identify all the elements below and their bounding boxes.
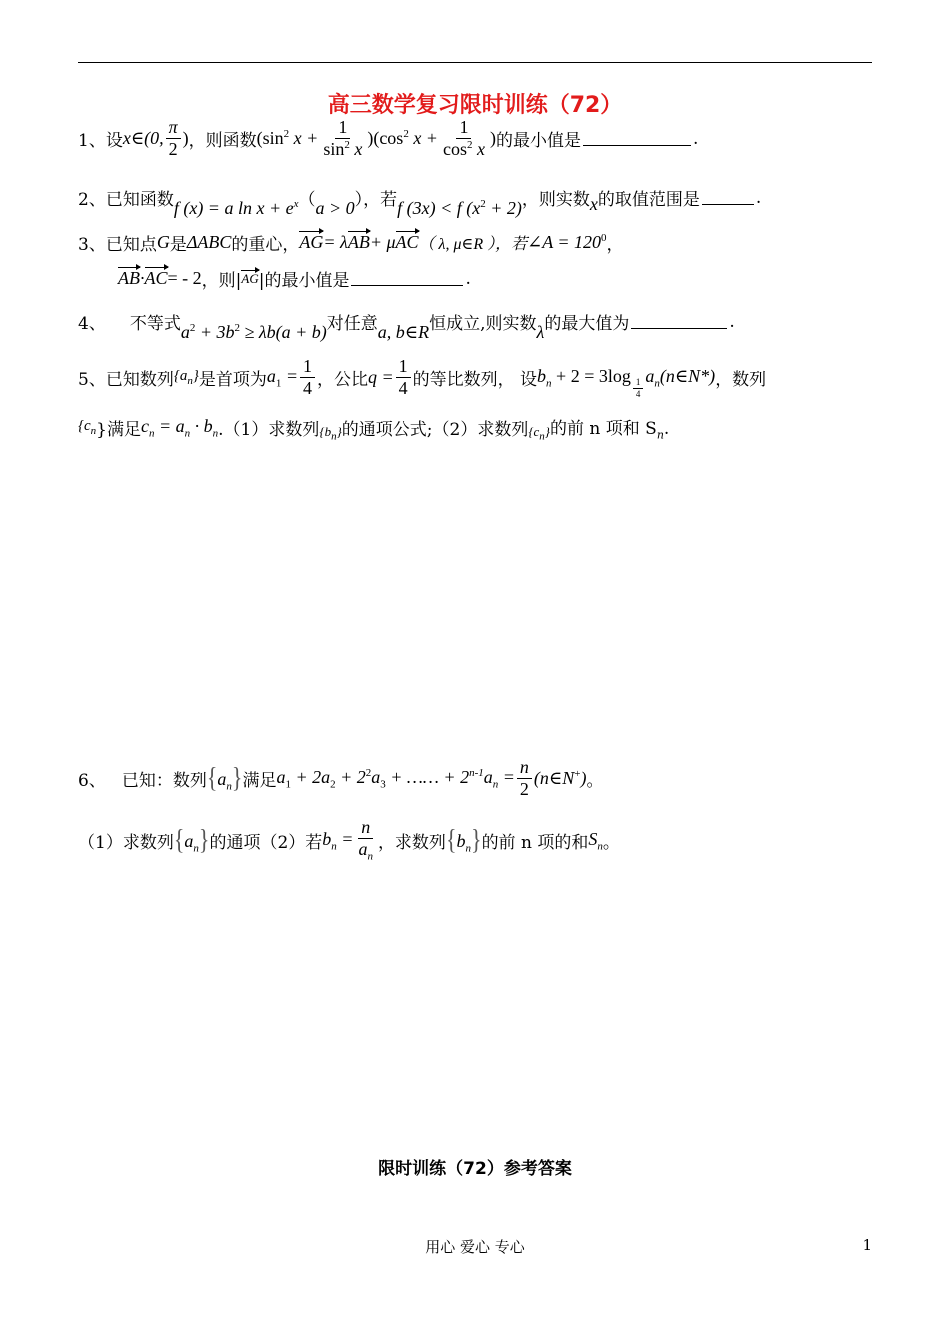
q1-fraction-sin: $\frac{1}{\sin^2 x}$ [323,117,363,159]
q6-label: 6、 [78,771,106,792]
question-5-line-2: {$c_n$ }满足 $c_n = a_n \cdot b_n$ .（1）求数列 $\{b_n\}$ 的通项公式;（2）求数列 $\{c_n\}$ 的前 n 项和 $S_n$. [78,415,670,443]
question-6: 6、 已知：数列 $\{a_n\}$ 满足 $a_1 + 2a_2 + 2^2a_3$ + …… + $2^{n-1}a_n$ = $\frac{n}{2}$ (n∈N+) 。 [78,757,604,799]
q4-inequality: $a^2 + 3b^2 \ge \lambda b(a + b)$ [180,322,327,342]
answer-blank-4[interactable] [631,314,727,329]
question-3-line-2: AB · AC = - 2 ，则| AG |的最小值是 . [118,268,471,291]
answer-blank-1[interactable] [583,131,691,146]
question-4: 4、 不等式 $a^2 + 3b^2 \ge \lambda b(a + b)$ 对任意 a, b∈R 恒成立,则实数 λ 的最大值为 . [78,300,735,343]
q3-label: 3、已知点 [78,235,157,255]
vector-AB: AB [347,232,370,252]
q6-sequence-an: $\{a_n\}$ [206,761,243,794]
vector-AC: AC [395,232,419,252]
answer-key-heading: 限时训练（72）参考答案 [378,1159,572,1179]
vector-AG: AG [299,232,324,252]
q1-label: 1、设 [78,131,123,152]
q2-inequality: f (3x) < f $(x^2 + 2)$ [397,198,522,218]
q1-domain: x∈(0, [122,128,164,149]
footer-motto: 用心 爱心 专心 [425,1238,525,1256]
q1-fraction-cos: $\frac{1}{\cos^2 x}$ [442,117,485,159]
top-rule [78,62,872,63]
answer-blank-2[interactable] [702,190,754,205]
q2-label: 2、已知函数 [78,190,174,210]
q4-label: 4、 [78,314,106,334]
question-3: 3、已知点 G 是 ΔABC 的重心， AG = λ AB + μ AC （ λ, μ∈R ），若 ∠A = $120^0$ ， [78,232,624,255]
question-5: 5、已知数列 $\{a_n\}$ 是首项为 $a_1$ = $\frac{1}{4}$ ，公比 q = $\frac{1}{4}$ 的等比数列， 设 $b_n + 2 = 3\log$ $\frac{1}{4}$ $a_n(n\in N*)$ ，数列 [78,355,767,399]
q5-bn-definition: $b_n + 2 = 3\log$ [537,365,631,390]
q1-pi-fraction: $\frac{\pi}{2}$ [166,118,181,159]
q6-sum-equation: $a_1 + 2a_2 + 2^2a_3$ + …… + $2^{n-1}a_n$ = [276,766,515,791]
question-6-parts: （1）求数列 $\{a_n\}$ 的通项（2）若 $b_n$ = $\frac{n}{a_n}$ ，求数列 $\{b_n\}$ 的前 n 项的和 $S_n$ 。 [78,817,620,863]
page-number: 1 [862,1236,872,1254]
q5-label: 5、已知数列 [78,370,174,391]
q2-function: f (x) = a $\ln x + e^x$ [173,198,299,218]
answer-blank-3[interactable] [351,271,463,286]
question-2: 2、已知函数 f (x) = a $\ln x + e^x$ （ a > 0 ），若 f (3x) < f $(x^2 + 2)$ ，则实数 x 的取值范围是 . [78,176,761,219]
question-1: 1、设 x∈(0, $\frac{\pi}{2}$ ) ，则函数 ($\sin^2$ x + $\frac{1}{\sin^2 x}$ )($\cos^2$ x + $\frac{1}{\cos^2 x}$ ) 的最小值是 . [78,117,699,159]
page-title: 高三数学复习限时训练（72） [327,93,623,118]
